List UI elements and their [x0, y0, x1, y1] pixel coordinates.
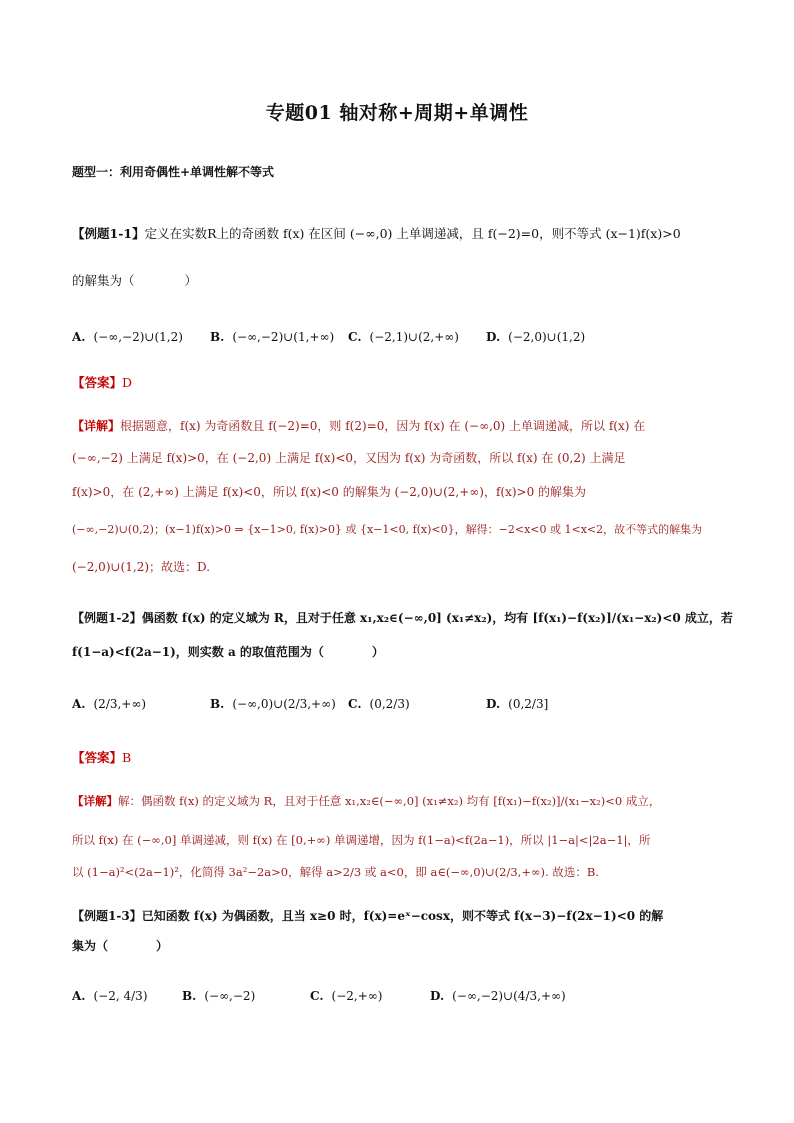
- ex1-detail-line4: (−∞,−2)∪(0,2)；(x−1)f(x)>0 ⇒ {x−1>0, f(x)>0} 或 {x−1<0, f(x)<0}，解得：−2<x<0 或 1<x<2，故不等式的解集为: [72, 523, 703, 536]
- ex1-detail-line3: f(x)>0，在 (2,+∞) 上满足 f(x)<0，所以 f(x)<0 的解集为 (−2,0)∪(2,+∞)，f(x)>0 的解集为: [72, 485, 587, 499]
- ex1-stem1: 定义在实数R上的奇函数 f(x) 在区间 (−∞,0) 上单调递减，且 f(−2)=0，则不等式 (x−1)f(x)>0: [144, 226, 681, 241]
- ex2-option-c: C. (0,2/3): [348, 697, 410, 711]
- page-title: 专题01 轴对称+周期+单调性: [265, 102, 529, 124]
- ex3-option-b: B. (−∞,−2): [182, 989, 256, 1003]
- ex3-option-c: C. (−2,+∞): [310, 989, 383, 1003]
- section-heading: 题型一：利用奇偶性+单调性解不等式: [72, 165, 275, 179]
- ex1-detail-line1: 【详解】根据题意，f(x) 为奇函数且 f(−2)=0，则 f(2)=0，因为 f(x) 在 (−∞,0) 上单调递减，所以 f(x) 在: [72, 419, 646, 433]
- ex2-detail-line3: 以 (1−a)²<(2a−1)²，化简得 3a²−2a>0，解得 a>2/3 或 a<0，即 a∈(−∞,0)∪(2/3,+∞). 故选：B.: [72, 865, 599, 879]
- ex1-option-b: B. (−∞,−2)∪(1,+∞): [210, 330, 335, 344]
- ex3-option-a: A. (−2, 4/3): [72, 989, 148, 1003]
- ex2-detail-line2: 所以 f(x) 在 (−∞,0] 单调递减，则 f(x) 在 [0,+∞) 单调递增，因为 f(1−a)<f(2a−1)，所以 |1−a|<|2a−1|，所: [72, 833, 651, 847]
- ex2-answer: 【答案】B: [72, 750, 132, 765]
- ex1-option-c: C. (−2,1)∪(2,+∞): [348, 330, 459, 344]
- ex1-option-d: D. (−2,0)∪(1,2): [486, 330, 586, 344]
- ex1-tag: 【例题1-1】: [72, 226, 145, 241]
- ex3-stem-line1: 【例题1-3】已知函数 f(x) 为偶函数，且当 x≥0 时，f(x)=eˣ−cosx，则不等式 f(x−3)−f(2x−1)<0 的解: [72, 909, 664, 923]
- ex2-option-d: D. (0,2/3]: [486, 697, 549, 711]
- ex2-option-b: B. (−∞,0)∪(2/3,+∞): [210, 697, 336, 711]
- ex2-detail-line1: 【详解】解：偶函数 f(x) 的定义域为 R，且对于任意 x₁,x₂∈(−∞,0] (x₁≠x₂) 均有 [f(x₁)−f(x₂)]/(x₁−x₂)<0 成立，: [72, 794, 661, 808]
- ex2-stem2: f(1−a)<f(2a−1)，则实数 a 的取值范围为（ ）: [72, 645, 384, 659]
- ex1-detail-line5: (−2,0)∪(1,2)；故选：D.: [72, 560, 211, 574]
- ex2-stem-line1: 【例题1-2】偶函数 f(x) 的定义域为 R，且对于任意 x₁,x₂∈(−∞,0] (x₁≠x₂)，均有 [f(x₁)−f(x₂)]/(x₁−x₂)<0 成立，若: [72, 611, 733, 625]
- ex1-detail-line2: (−∞,−2) 上满足 f(x)>0，在 (−2,0) 上满足 f(x)<0，又因为 f(x) 为奇函数，所以 f(x) 在 (0,2) 上满足: [72, 451, 626, 465]
- ex1-option-a: A. (−∞,−2)∪(1,2): [72, 330, 183, 344]
- ex1-stem2: 的解集为（ ）: [72, 273, 198, 288]
- ex3-option-d: D. (−∞,−2)∪(4/3,+∞): [430, 989, 566, 1003]
- ex3-stem2: 集为（ ）: [72, 939, 169, 953]
- ex2-option-a: A. (2/3,+∞): [72, 697, 147, 711]
- ex1-answer: 【答案】D: [72, 375, 133, 390]
- ex1-stem-line1: [72, 224, 734, 242]
